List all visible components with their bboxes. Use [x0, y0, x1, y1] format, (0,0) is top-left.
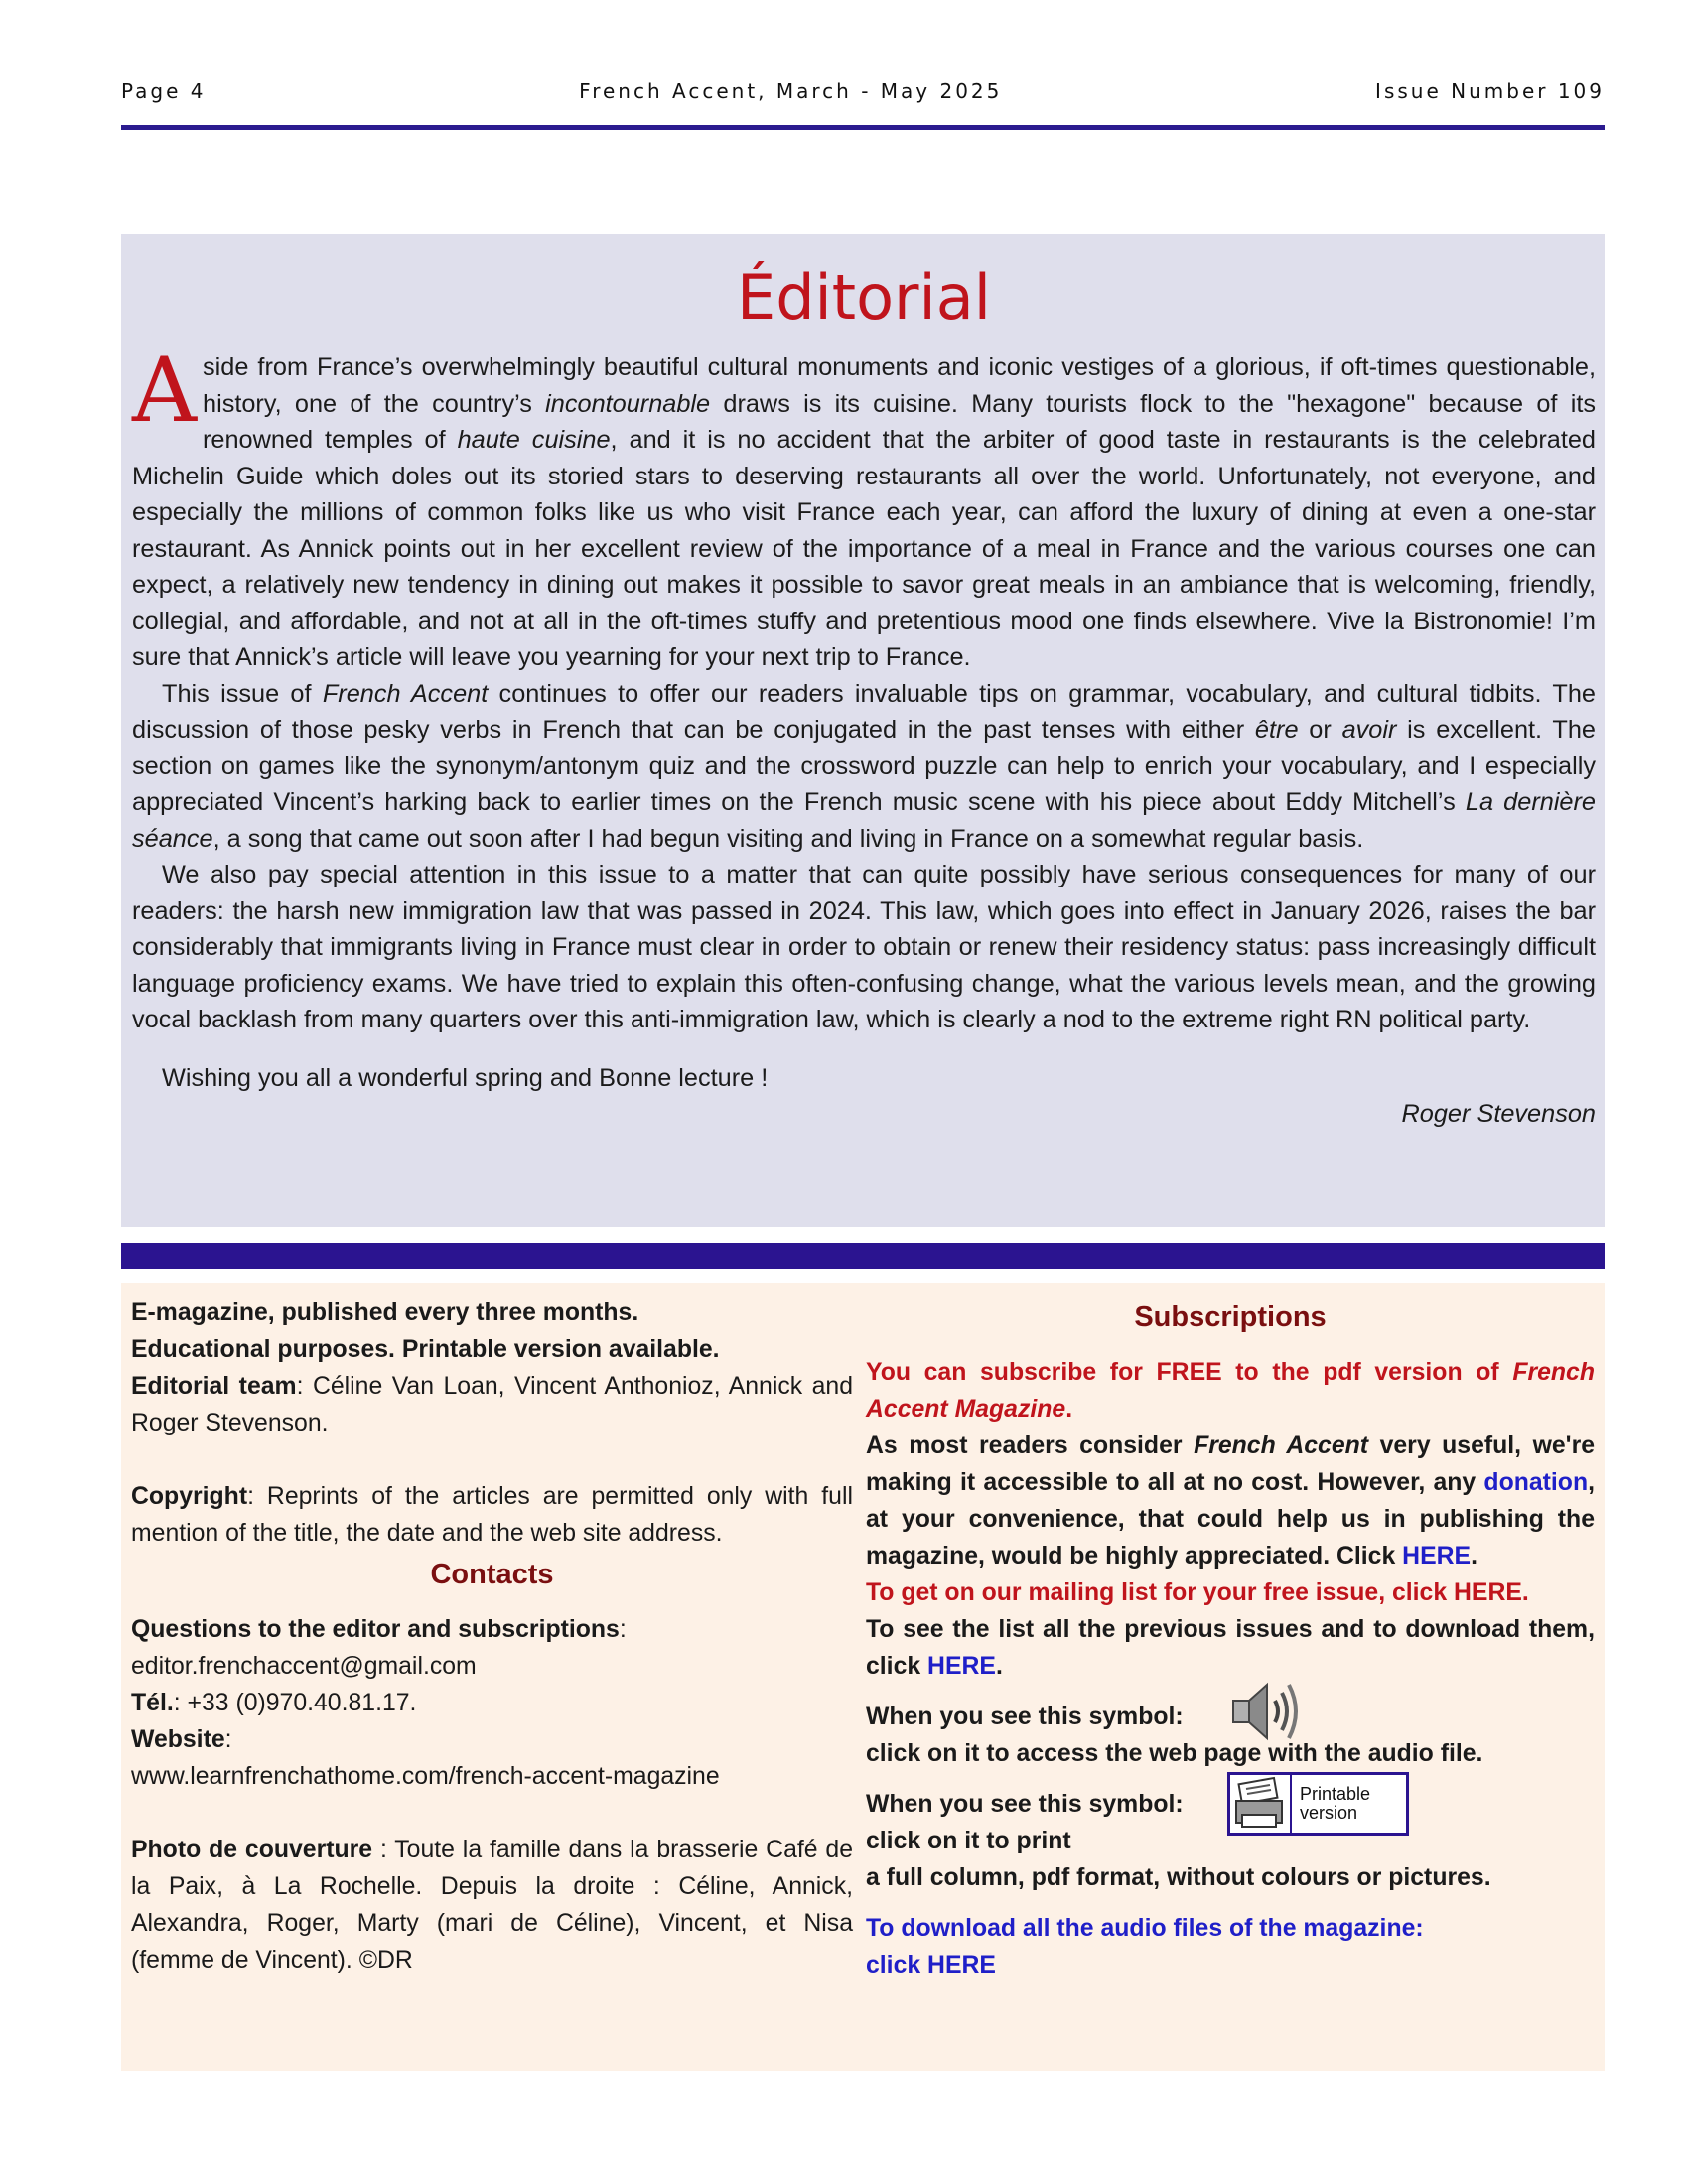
text-run: , at your convenience, that could help us in publishing the magazine, would be highly appreciated. Click: [866, 1469, 1595, 1570]
text-run: side from France’s overwhelmingly beautiful cultural monuments and iconic vestiges of a glorious, if oft-times questionable, history, one of the country’s: [203, 353, 1596, 418]
audio-symbol-text: When you see this symbol:: [866, 1704, 1184, 1730]
audio-symbol-action: click on it to access the web page with the audio file.: [866, 1740, 1483, 1767]
editorial-title: Éditorial: [737, 261, 991, 334]
text-run: .: [1065, 1396, 1073, 1423]
print-symbol-action-2: a full column, pdf format, without colours or pictures.: [866, 1864, 1491, 1891]
publication-title: French Accent, March - May 2025: [579, 79, 1003, 103]
free-subscription-note: [866, 1354, 1595, 1428]
editorial-paragraph-1: [132, 339, 1596, 676]
drop-cap: A: [132, 339, 197, 443]
editorial-body: [132, 339, 1596, 1133]
subscriptions-column: [866, 1295, 1595, 1983]
print-symbol-text: When you see this symbol:: [866, 1791, 1184, 1818]
donation-link[interactable]: donation: [1483, 1469, 1589, 1496]
value: : Toute la famille dans la brasserie Café de la Paix, à La Rochelle. Depuis la droite : Céline, Annick, Alexandra, Roger, Marty (mari de Céline), Vincent, et Nisa (femme de Vincent). ©DR: [131, 1837, 854, 1974]
colon: :: [619, 1616, 627, 1643]
editorial-signature: Roger Stevenson: [1401, 1100, 1596, 1128]
mailing-list-link[interactable]: To get on our mailing list for your free issue, click HERE.: [866, 1579, 1529, 1606]
text-run: You can subscribe for FREE to the pdf version of: [866, 1359, 1513, 1386]
text-run: is excellent. The section on games like the synonym/antonym quiz and the crossword puzzle can help to enrich your vocabulary, and I especially appreciated Vincent’s harking back to earlier times on the French music scene with his piece about Eddy Mitchell’s: [132, 716, 1596, 816]
website-link[interactable]: www.learnfrenchathome.com/french-accent-magazine: [131, 1763, 720, 1790]
printable-version-button[interactable]: [1227, 1772, 1409, 1836]
speaker-icon[interactable]: [1227, 1677, 1307, 1746]
value: : Reprints of the articles are permitted only with full mention of the title, the date and the web site address.: [131, 1483, 853, 1547]
italic-term: être: [1254, 716, 1299, 744]
contacts-title: Contacts: [430, 1559, 554, 1590]
editorial-closing: Wishing you all a wonderful spring and Bonne lecture !: [162, 1063, 769, 1092]
label: Website: [131, 1726, 225, 1753]
printable-label-line-1: Printable: [1300, 1784, 1371, 1804]
text-run: , and it is no accident that the arbiter of good taste in restaurants is the celebrated Michelin Guide which doles out its storied stars to deserving restaurants all over the world. Unfortunately, not everyone, and especially the millions of common folks like us who visit France each year, can afford the luxury of dining at even a one-star restaurant. As Annick points out in her excellent review of the importance of a meal in France and the various courses one can expect, a relatively new tendency in dining out makes it possible to savor great meals in an ambiance that is welcoming, friendly, collegial, and affordable, and not at all in the oft-times stuffy and pretentious mood one finds elsewhere. Vive la Bistronomie! I’m sure that Annick’s article will leave you yearning for your next trip to France.: [132, 426, 1596, 671]
audio-symbol-row: [866, 1699, 1595, 1772]
printer-icon: [1230, 1775, 1292, 1833]
italic-term: La dernière séance: [132, 788, 1596, 853]
text-run: very useful, we're making it accessible to all at no cost. However, any: [866, 1433, 1596, 1496]
copyright-notice: [131, 1478, 853, 1552]
text-run: or: [1298, 716, 1342, 744]
donation-note: [866, 1428, 1595, 1574]
editorial-paragraph-2: [132, 676, 1596, 858]
label: Copyright: [131, 1483, 248, 1510]
text-run: As most readers consider: [866, 1433, 1195, 1459]
print-symbol-action-1: click on it to print: [866, 1828, 1071, 1854]
label: Questions to the editor and subscriptions: [131, 1616, 620, 1643]
text-run: continues to offer our readers invaluable tips on grammar, vocabulary, and cultural tidbits. The discussion of those pesky verbs in French that can be conjugated in the past tenses with either: [132, 679, 1596, 744]
text-run: , a song that came out soon after I had begun visiting and living in France on a somewhat regular basis.: [212, 824, 1364, 853]
label: Tél.: [131, 1690, 174, 1716]
masthead-column: [131, 1295, 853, 1979]
website-label: [131, 1721, 853, 1758]
contact-email[interactable]: editor.frenchaccent@gmail.com: [131, 1653, 477, 1680]
previous-issues-note: [866, 1611, 1595, 1685]
italic-term: French Accent: [322, 679, 489, 708]
text-run: draws is its cuisine. Many tourists flock to the "hexagone" because of its renowned temples of: [203, 389, 1596, 454]
donation-here-link[interactable]: HERE: [1402, 1543, 1472, 1570]
header-divider: [121, 125, 1605, 130]
issue-number: Issue Number 109: [1375, 79, 1605, 103]
publication-frequency: E-magazine, published every three months.: [131, 1299, 639, 1326]
text-run: .: [1471, 1543, 1477, 1570]
italic-term: incontournable: [545, 389, 711, 418]
label: Editorial team: [131, 1373, 297, 1400]
download-audio-link[interactable]: click HERE: [866, 1952, 996, 1979]
italic-term: haute cuisine: [457, 426, 611, 454]
value: : +33 (0)970.40.81.17.: [173, 1690, 417, 1716]
publication-purpose: Educational purposes. Printable version available.: [131, 1336, 720, 1363]
printable-label-line-2: version: [1300, 1803, 1358, 1823]
previous-issues-here-link[interactable]: HERE: [927, 1653, 996, 1680]
info-box: [121, 1283, 1605, 2071]
section-divider-band: [121, 1243, 1605, 1269]
italic-term: avoir: [1341, 716, 1397, 744]
italic-term: French Accent Magazine: [866, 1359, 1595, 1423]
cover-photo-caption: [131, 1832, 853, 1979]
printable-label: [1292, 1785, 1370, 1823]
contact-phone: [131, 1685, 853, 1721]
text-run: To see the list all the previous issues and to download them, click: [866, 1616, 1595, 1680]
colon: :: [224, 1726, 232, 1753]
editorial-paragraph-3: We also pay special attention in this issue to a matter that can quite possibly have serious consequences for many of our readers: the harsh new immigration law that was passed in 2024. This law, which goes into effect in January 2026, raises the bar considerably that immigrants living in France must clear in order to obtain or renew their residency status: pass increasingly difficult language proficiency exams. We have tried to explain this often-confusing change, what the various levels mean, and the growing vocal backlash from many quarters over this anti-immigration law, which is clearly a nod to the extreme right RN political party.: [132, 861, 1596, 1033]
editorial-team: [131, 1368, 853, 1441]
label: Photo de couverture: [131, 1837, 373, 1863]
page-number: Page 4: [121, 79, 207, 103]
italic-term: French Accent: [1194, 1433, 1369, 1459]
page-header: [121, 79, 1605, 103]
questions-label: [131, 1611, 853, 1648]
print-symbol-row: [866, 1786, 1595, 1896]
subscriptions-title: Subscriptions: [1134, 1301, 1327, 1333]
text-run: .: [995, 1653, 1003, 1680]
text-run: This issue of: [162, 679, 323, 708]
value: : Céline Van Loan, Vincent Anthonioz, Annick and Roger Stevenson.: [131, 1373, 853, 1436]
editorial-box: [121, 234, 1605, 1227]
download-audio-text: To download all the audio files of the magazine:: [866, 1915, 1424, 1942]
